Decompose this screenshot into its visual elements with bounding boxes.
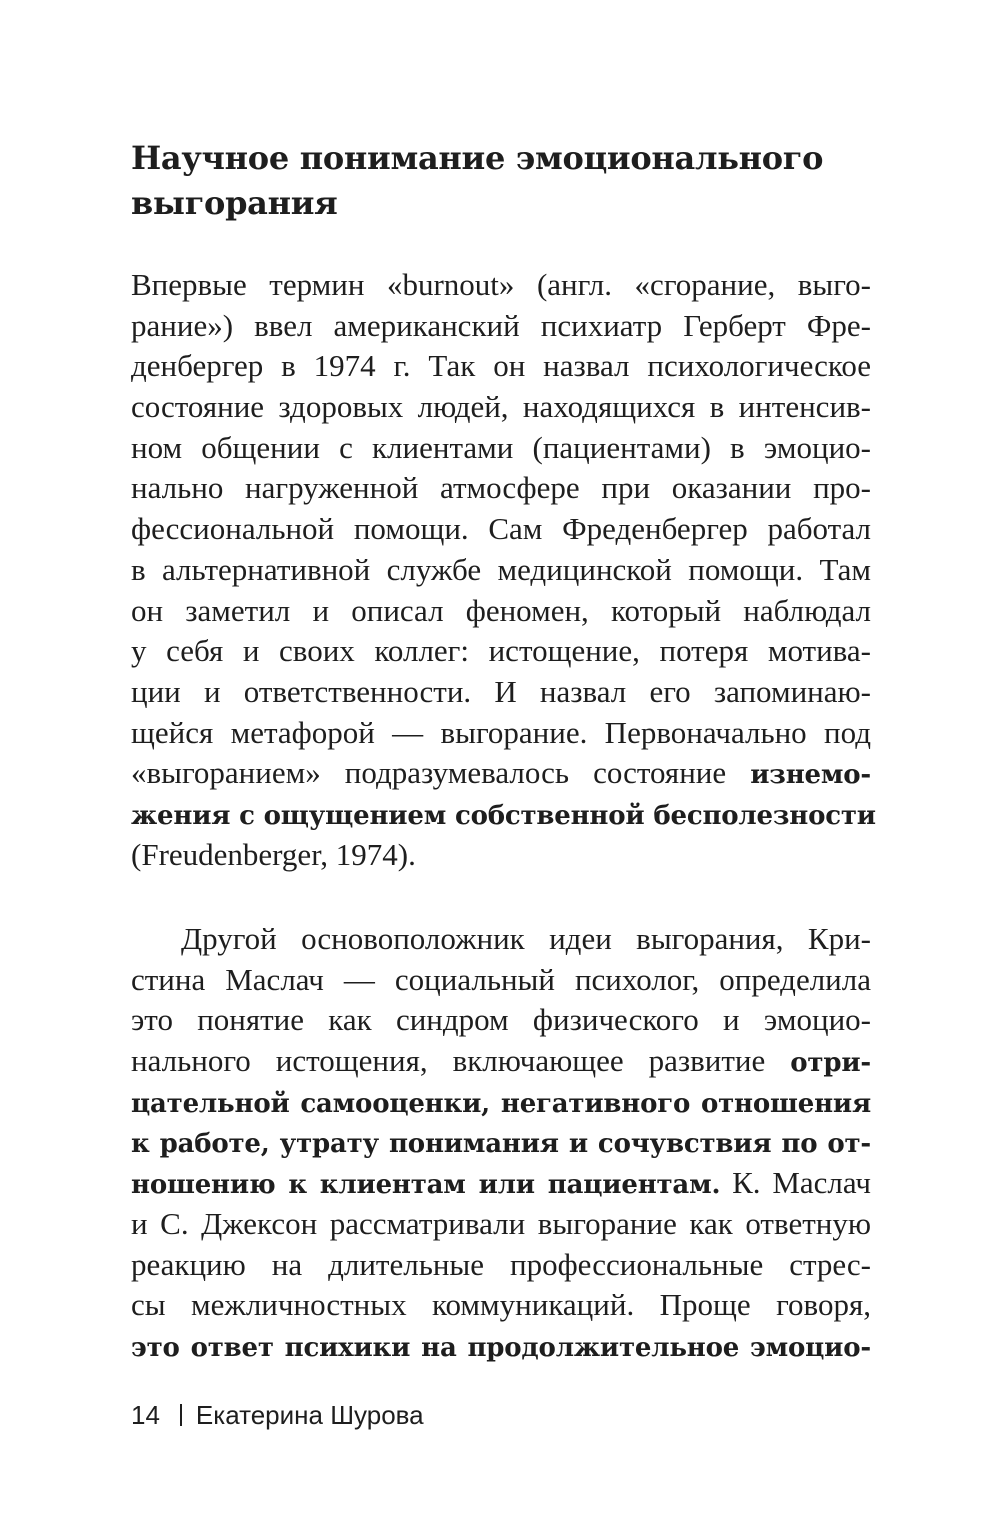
text-line: в альтернативной службе медицинской помощи. Там xyxy=(131,551,871,587)
text-line: фессиональной помощи. Сам Фреденбергер работал xyxy=(131,511,871,547)
text-line xyxy=(131,1082,871,1123)
text-line: он заметил и описал феномен, который наблюдал xyxy=(131,592,871,628)
bold-emphasis: жения с ощущением собственной бесполезности xyxy=(131,800,876,831)
text-line: стина Маслач — социальный психолог, определила xyxy=(131,961,871,997)
bold-emphasis: отри- xyxy=(790,1048,871,1079)
text-line: состояние здоровых людей, находящихся в интенсив- xyxy=(131,389,871,425)
text-line: щейся метафорой — выгорание. Первоначально под xyxy=(131,714,871,750)
text-line: ном общении с клиентами (пациентами) в эмоцио- xyxy=(131,429,871,465)
text-line: рание») ввел американский психиатр Герберт Фре- xyxy=(131,307,871,343)
text-line: «выгоранием» подразумевалось состояние изнемо- xyxy=(131,755,871,791)
text-line xyxy=(131,1326,871,1367)
text-line: сы межличностных коммуникаций. Проще говоря, xyxy=(131,1287,871,1323)
text-line xyxy=(131,1122,871,1163)
text-line: Впервые термин «burnout» (англ. «сгорание, выго- xyxy=(131,267,871,302)
text-line: у себя и своих коллег: истощение, потеря мотива- xyxy=(131,633,871,669)
page-number: 14 xyxy=(131,1400,160,1430)
bold-emphasis: цательной самооценки, негативного отношения xyxy=(131,1088,871,1119)
bold-emphasis: к работе, утрату понимания и сочувствия по от- xyxy=(131,1129,871,1160)
heading-line: Научное понимание эмоционального xyxy=(131,139,824,177)
bold-emphasis: ношению к клиентам или пациентам. xyxy=(131,1170,721,1201)
footer-divider xyxy=(180,1404,182,1426)
text-line xyxy=(131,794,876,835)
paragraph-maslach xyxy=(131,919,871,1367)
text-line: ции и ответственности. И назвал его запоминаю- xyxy=(131,673,871,709)
text-line: нально нагруженной атмосфере при оказании про- xyxy=(131,470,871,506)
bold-emphasis: это ответ психики на продолжительное эмоцио- xyxy=(131,1332,871,1363)
page-footer xyxy=(131,1398,424,1432)
text-line: денбергер в 1974 г. Так он назвал психологическое xyxy=(131,348,871,384)
text-line: Другой основоположник идеи выгорания, Кри- xyxy=(181,921,871,956)
author-name: Екатерина Шурова xyxy=(195,1400,424,1430)
bold-emphasis: изнемо- xyxy=(750,760,871,791)
text-line: (Freudenberger, 1974). xyxy=(131,836,416,872)
paragraph-freudenberger xyxy=(131,265,876,875)
section-heading xyxy=(131,136,871,226)
text-line: ношению к клиентам или пациентам. К. Маслач xyxy=(131,1165,871,1201)
text-line: и С. Джексон рассматривали выгорание как ответную xyxy=(131,1205,871,1241)
heading-line: выгорания xyxy=(131,184,338,222)
text-line: реакцию на длительные профессиональные стрес- xyxy=(131,1246,871,1282)
text-line: это понятие как синдром физического и эмоцио- xyxy=(131,1002,871,1038)
text-line: нального истощения, включающее развитие отри- xyxy=(131,1043,871,1079)
